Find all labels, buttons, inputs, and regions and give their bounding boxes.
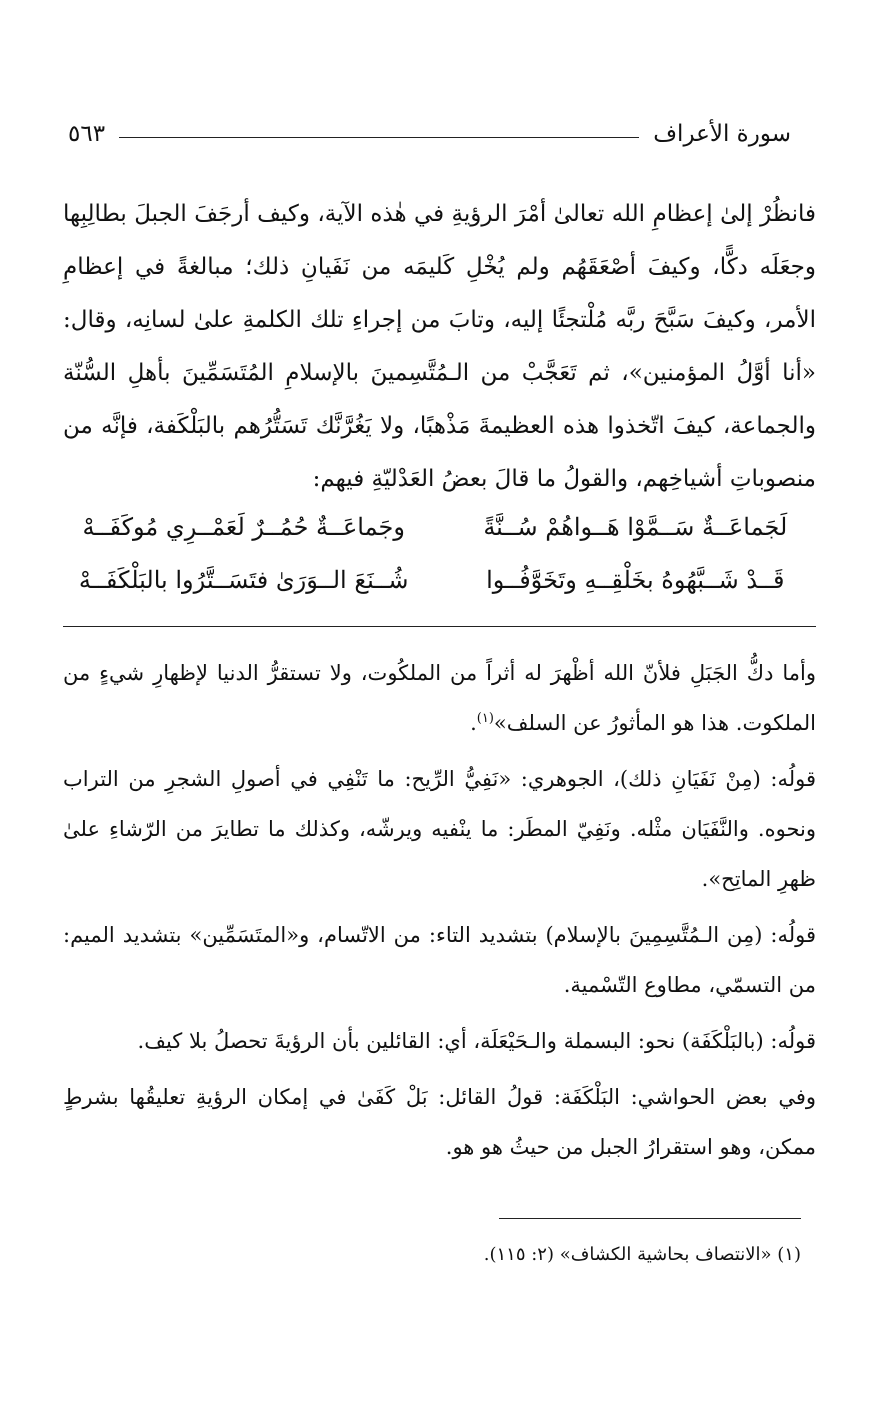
poem-hemistich-2b: شُــنَعَ الــوَرَىٰ فتَسَــتَّرُوا بالبَلْكَفَــهْ <box>78 565 409 594</box>
main-paragraph: فانظُرْ إلىٰ إعظامِ الله تعالىٰ أمْرَ الرؤيةِ في هٰذه الآية، وكيف أرجَفَ الجبلَ بطالِبِها وجعَلَه دكًّا، وكيفَ أصْعَقَهُم ولم يُخْلِ كَليمَه من نَفَيانِ ذلك؛ مبالغةً في إعظامِ الأمر، وكيفَ سَبَّحَ ربَّه مُلْتجئًا إليه، وتابَ من إجراءِ تلك الكلمةِ علىٰ لسانِه، وقال: «أنا أوَّلُ المؤمنين»، ثم تَعَجَّبْ من الـمُتَّسِمينَ بالإسلامِ المُتَسَمِّينَ بأهلِ السُّنّة والجماعة، كيفَ اتّخذوا هذه العظيمةَ مَذْهبًا، ولا يَغُرَّنَّك تَسَتُّرُهم بالبَلْكَفة، فإنَّه من منصوباتِ أشياخِهم، والقولُ ما قالَ بعضُ العَدْليّةِ فيهم: <box>63 201 816 492</box>
commentary-paragraph-4: قولُه: (بالبَلْكَفَة) نحو: البسملة والـحَيْعَلَة، أي: القائلين بأن الرؤيةَ تحصلُ بلا كيف. <box>137 1029 816 1053</box>
commentary <box>63 648 816 1178</box>
poem-line-2 <box>63 553 816 606</box>
commentary-paragraph-3: قولُه: (مِن الـمُتَّسِمِينَ بالإسلام) بتشديد التاء: من الاتّسام، و«المتَسَمِّين» بتشديد الميم: من التسمّي، مطاوع التّسْمية. <box>63 923 816 997</box>
poem <box>63 500 816 606</box>
footnote-rule <box>499 1218 801 1219</box>
poem-hemistich-1b: وجَماعَــةٌ حُمُــرٌ لَعَمْــرِي مُوكَفَــهْ <box>82 512 405 541</box>
commentary-paragraph-2: قولُه: (مِنْ نَفَيَانِ ذلك)، الجوهري: «نَفِيُّ الرِّيح: ما تَنْفِي في أصولِ الشجرِ من التراب ونحوه. والنَّفَيَان مثْله. ونَفِيّ المطَر: ما ينْفيه ويرشّه، وكذلك ما تطايرَ من الرّشاءِ علىٰ ظهرِ الماتِح». <box>63 767 816 891</box>
commentary-paragraph-1-text: وأما دكُّ الجَبَلِ فلأنّ الله أظْهرَ له أثراً من الملكُوت، ولا تستقرُّ الدنيا لإظهارِ شيءٍ من الملكوت. هذا هو المأثورُ عن السلف» <box>63 661 816 735</box>
poem-hemistich-1a: لَجَماعَــةٌ سَــمَّوْا هَــواهُمْ سُــنَّةً <box>483 512 788 541</box>
text-divider <box>63 626 816 627</box>
commentary-paragraph-1 <box>63 648 816 748</box>
poem-hemistich-2a: قَــدْ شَــبَّهُوهُ بخَلْقِــهِ وتَخَوَّفُــوا <box>486 565 785 594</box>
footnote: (١) «الانتصاف بحاشية الكشاف» (٢: ١١٥). <box>483 1244 801 1265</box>
main-text <box>63 188 816 506</box>
poem-line-1 <box>63 500 816 553</box>
sura-title: سورة الأعراف <box>653 121 791 147</box>
commentary-paragraph-5: وفي بعض الحواشي: البَلْكَفَة: قولُ القائل: بَلْ كَفَىٰ في إمكان الرؤيةِ تعليقُها بشرطٍ ممكن، وهو استقرارُ الجبل من حيثُ هو هو. <box>63 1085 816 1159</box>
header-rule <box>119 137 639 138</box>
page-number: ٥٦٣ <box>68 121 106 147</box>
footnote-reference: (١) <box>476 711 494 726</box>
page-header <box>68 112 791 156</box>
commentary-paragraph-1-end: . <box>470 711 477 735</box>
